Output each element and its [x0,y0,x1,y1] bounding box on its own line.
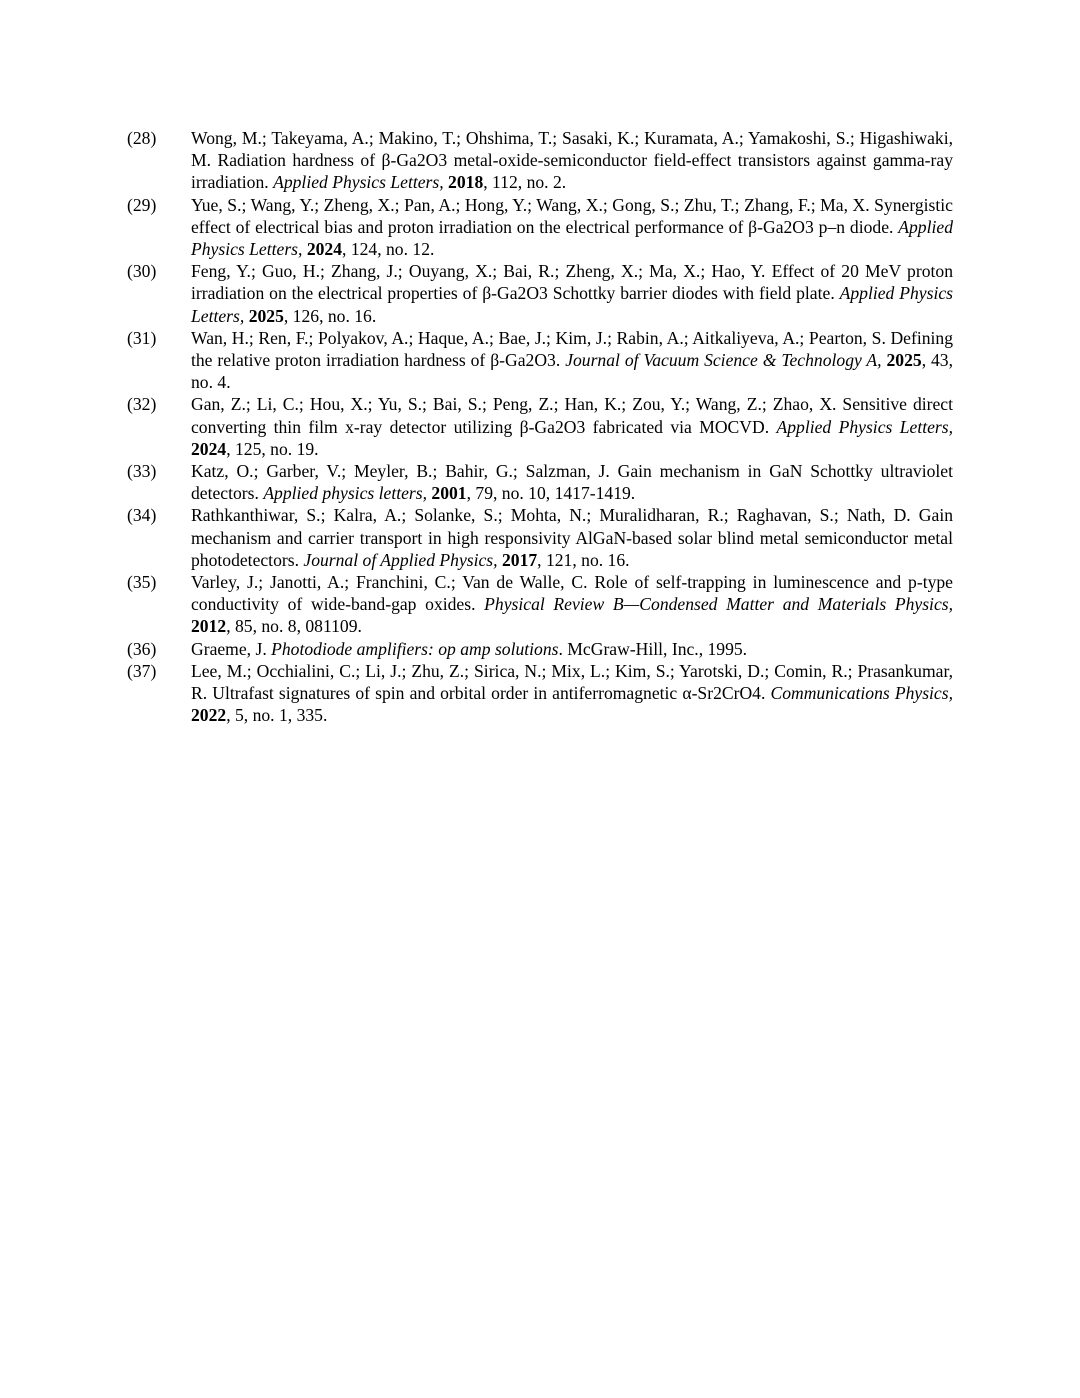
reference-item [0,260,953,327]
reference-journal: Applied Physics Letters, [191,216,953,260]
reference-item [0,460,953,504]
reference-journal: Communications Physics, [770,683,953,704]
reference-journal: Applied Physics Letters, [273,172,444,193]
reference-item [0,393,953,460]
reference-year: 2001 [431,483,467,504]
reference-year: 2024 [191,438,227,459]
reference-text [191,393,953,460]
reference-number: (33) [127,461,157,482]
reference-details: , 125, no. 19. [226,438,319,459]
reference-text [191,571,953,638]
reference-year: 2022 [191,705,227,726]
reference-authors-title: Gan, Z.; Li, C.; Hou, X.; Yu, S.; Bai, S.; Peng, Z.; Han, K.; Zou, Y.; Wang, Z.; Zhao, X. Sensitive direct converting thin film x-ray detector utilizing β-Ga2O3 fabricated via MOCVD. [191,394,953,437]
reference-item [0,327,953,394]
reference-year: 2017 [501,549,538,570]
reference-number: (30) [127,261,157,282]
reference-details: , 5, no. 1, 335. [226,705,328,726]
reference-details: , 121, no. 16. [537,549,630,570]
reference-authors-title: Varley, J.; Janotti, A.; Franchini, C.; Van de Walle, C. Role of self-trapping in luminescence and p-type conductivity of wide-band-gap oxides. [191,572,953,615]
reference-journal: Physical Review B—Condensed Matter and Materials Physics, [484,594,953,615]
reference-book-title: Photodiode amplifiers: op amp solutions [271,638,559,659]
reference-item [0,127,953,194]
reference-publisher: . McGraw-Hill, Inc., 1995. [558,638,748,659]
reference-item [0,638,953,660]
reference-text [191,638,953,660]
reference-details: , 85, no. 8, 081109. [226,616,362,637]
reference-details: , 124, no. 12. [342,239,435,260]
reference-journal: Applied Physics Letters, [191,283,953,326]
reference-number: (34) [127,505,157,526]
reference-text [191,327,953,394]
reference-text [191,260,953,327]
reference-authors-title: Graeme, J. [191,638,267,659]
reference-authors-title: Rathkanthiwar, S.; Kalra, A.; Solanke, S.; Mohta, N.; Muralidharan, R.; Raghavan, S.; Nath, D. Gain mechanism and carrier transport in high responsivity AlGaN-based solar blind metal semiconductor metal photodetectors. [191,505,953,570]
reference-authors-title: Wan, H.; Ren, F.; Polyakov, A.; Haque, A.; Bae, J.; Kim, J.; Rabin, A.; Aitkaliyeva, A.; Pearton, S. Defining the relative proton irradiation hardness of β-Ga2O3. [191,327,953,371]
reference-number: (32) [127,394,157,415]
reference-item [0,571,953,638]
reference-text [191,127,953,194]
reference-details: , 112, no. 2. [483,172,567,193]
reference-text [191,660,953,727]
reference-text [191,460,953,504]
reference-number: (28) [127,128,157,148]
reference-details: , 126, no. 16. [283,305,377,326]
reference-journal: Journal of Applied Physics, [303,549,498,570]
reference-item [0,504,953,571]
reference-item [0,194,953,261]
reference-authors-title: Lee, M.; Occhialini, C.; Li, J.; Zhu, Z.; Sirica, N.; Mix, L.; Kim, S.; Yarotski, D.; Comin, R.; Prasankumar, R. Ultrafast signatures of spin and orbital order in antiferromagnetic α-Sr2CrO4. [191,660,953,704]
reference-authors-title: Wong, M.; Takeyama, A.; Makino, T.; Ohshima, T.; Sasaki, K.; Kuramata, A.; Yamakoshi, S.; Higashiwaki, M. Radiation hardness of β-Ga2O3 metal-oxide-semiconductor field-effect transistors against gamma-ray irradiation. [191,128,953,193]
reference-year: 2024 [306,239,343,260]
reference-year: 2012 [191,616,227,637]
reference-details: , 79, no. 10, 1417-1419. [466,483,636,504]
reference-item [0,660,953,727]
reference-year: 2025 [248,305,284,326]
reference-authors-title: Katz, O.; Garber, V.; Meyler, B.; Bahir, G.; Salzman, J. Gain mechanism in GaN Schottky ultraviolet detectors. [191,461,953,504]
reference-year: 2025 [886,350,922,371]
reference-number: (29) [127,194,157,215]
reference-journal: Journal of Vacuum Science & Technology A, [565,350,882,371]
reference-text [191,504,953,571]
reference-authors-title: Yue, S.; Wang, Y.; Zheng, X.; Pan, A.; Hong, Y.; Wang, X.; Gong, S.; Zhu, T.; Zhang, F.; Ma, X. Synergistic effect of electrical bias and proton irradiation on the electrical performance of β-Ga2O3 p–n diode. [191,194,953,237]
reference-details: , 43, no. 4. [191,350,954,393]
reference-journal: Applied Physics Letters, [776,416,953,437]
reference-number: (35) [127,572,157,593]
reference-number: (37) [127,660,157,681]
reference-year: 2018 [448,172,484,193]
reference-journal: Applied physics letters, [263,483,427,504]
reference-authors-title: Feng, Y.; Guo, H.; Zhang, J.; Ouyang, X.; Bai, R.; Zheng, X.; Ma, X.; Hao, Y. Effect of 20 MeV proton irradiation on the electrical properties of β-Ga2O3 Schottky barrier diodes with field plate. [191,261,953,304]
reference-number: (31) [127,327,157,348]
reference-number: (36) [127,638,157,659]
reference-list [0,127,1080,726]
reference-text [191,194,953,261]
